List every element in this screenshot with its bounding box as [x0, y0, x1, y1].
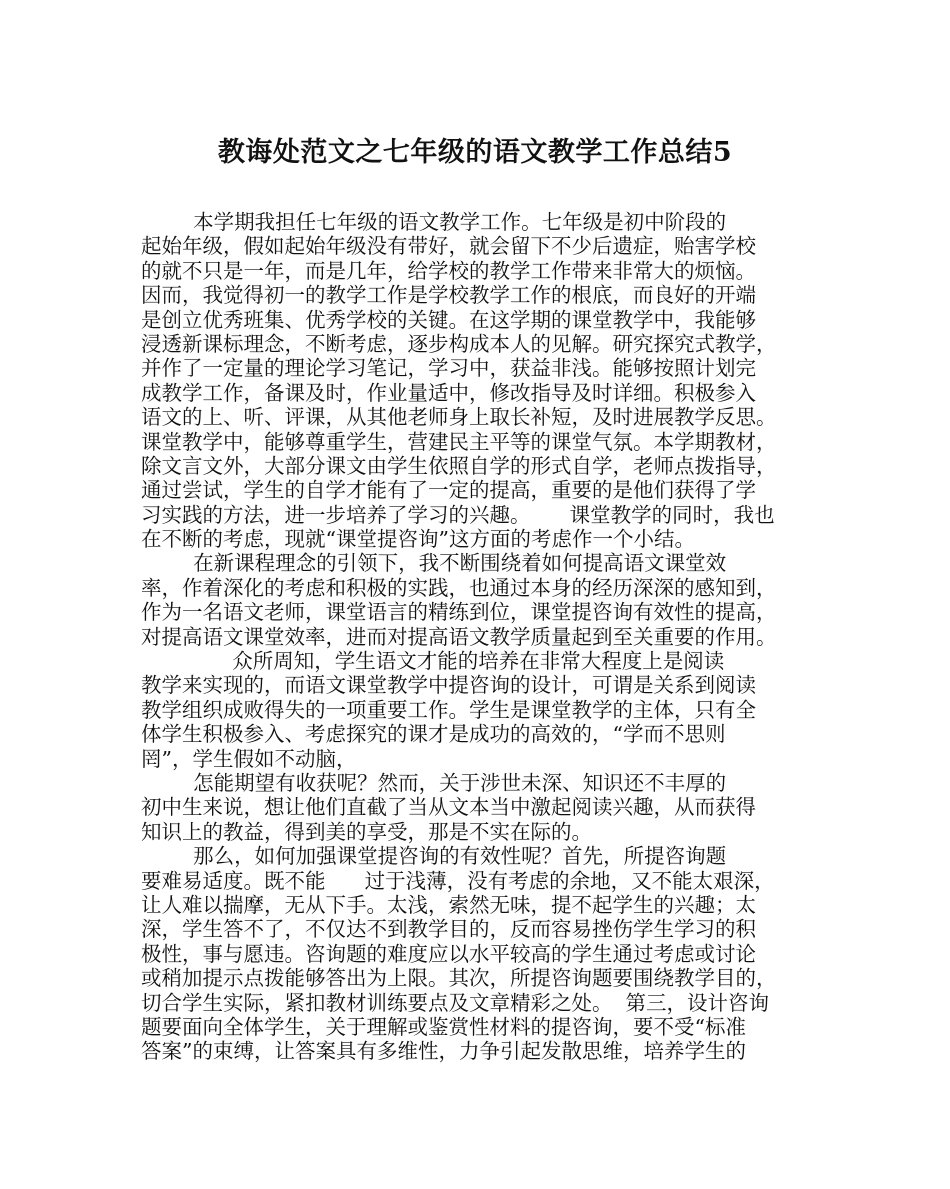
- text-line: 是创立优秀班集、优秀学校的关键。在这学期的课堂教学中，我能够: [141, 307, 756, 332]
- text-line: 作为一名语文老师，课堂语言的精练到位，课堂提咨询有效性的提高，: [141, 600, 777, 625]
- text-line: 因而，我觉得初一的教学工作是学校教学工作的根底，而良好的开端: [141, 283, 756, 308]
- text-line: 教学来实现的，而语文课堂教学中提咨询的设计，可谓是关系到阅读: [141, 673, 756, 698]
- text-line: 初中生来说，想让他们直截了当从文本当中激起阅读兴趣，从而获得: [141, 795, 756, 820]
- text-line: 率，作着深化的考虑和积极的实践，也通过本身的经历深深的感知到，: [141, 575, 777, 600]
- text-line: 或稍加提示点拨能够答出为上限。其次，所提咨询题要围绕教学目的，: [141, 966, 777, 991]
- text-line: 怎能期望有收获呢？然而，关于涉世未深、知识还不丰厚的: [141, 770, 727, 795]
- text-line: 除文言文外，大部分课文由学生依照自学的形式自学，老师点拨指导，: [141, 453, 777, 478]
- document-body: [141, 210, 821, 1064]
- text-line: 极性，事与愿违。咨询题的难度应以水平较高的学生通过考虑或讨论: [141, 941, 756, 966]
- text-line: 对提高语文课堂效率，进而对提高语文教学质量起到至关重要的作用。: [141, 624, 777, 649]
- text-line: 教学组织成败得失的一项重要工作。学生是课堂教学的主体，只有全: [141, 697, 756, 722]
- text-line: 罔”，学生假如不动脑，: [141, 746, 357, 771]
- text-line: 众所周知，学生语文才能的培养在非常大程度上是阅读: [141, 649, 725, 674]
- text-line: 课堂教学中，能够尊重学生，营建民主平等的课堂气氛。本学期教材，: [141, 429, 777, 454]
- text-line: 知识上的教益，得到美的享受，那是不实在际的。: [141, 819, 592, 844]
- text-line: 语文的上、听、评课，从其他老师身上取长补短，及时进展教学反思。: [141, 405, 777, 430]
- text-line: 通过尝试，学生的自学才能有了一定的提高，重要的是他们获得了学: [141, 478, 756, 503]
- text-line: 题要面向全体学生，关于理解或鉴赏性材料的提咨询，要不受“标准: [141, 1014, 746, 1039]
- document-title: 教诲处范文之七年级的语文教学工作总结5: [217, 137, 733, 168]
- text-line: 浸透新课标理念，不断考虑，逐步构成本人的见解。研究探究式教学，: [141, 331, 777, 356]
- text-line: 深，学生答不了，不仅达不到教学目的，反而容易挫伤学生学习的积: [141, 917, 756, 942]
- text-line: 答案”的束缚，让答案具有多维性，力争引起发散思维，培养学生的: [141, 1039, 746, 1064]
- text-line: 在不断的考虑，现就“课堂提咨询”这方面的考虑作一个小结。: [141, 527, 695, 552]
- text-line: 体学生积极参入、考虑探究的课才是成功的高效的，“学而不思则: [141, 722, 726, 747]
- text-line: 让人难以揣摩，无从下手。太浅，索然无味，提不起学生的兴趣；太: [141, 892, 756, 917]
- text-line: 那么，如何加强课堂提咨询的有效性呢？首先，所提咨询题: [141, 844, 727, 869]
- text-line: 并作了一定量的理论学习笔记，学习中，获益非浅。能够按照计划完: [141, 356, 756, 381]
- text-line: 在新课程理念的引领下，我不断围绕着如何提高语文课堂效: [141, 551, 727, 576]
- text-line: 的就不只是一年，而是几年，给学校的教学工作带来非常大的烦恼。: [141, 258, 756, 283]
- text-line: 习实践的方法，进一步培养了学习的兴趣。 课堂教学的同时，我也: [141, 502, 775, 527]
- text-line: 成教学工作，备课及时，作业量适中，修改指导及时详细。积极参入: [141, 380, 756, 405]
- text-line: 切合学生实际，紧扣教材训练要点及文章精彩之处。 第三，设计咨询: [141, 990, 770, 1015]
- text-line: 起始年级，假如起始年级没有带好，就会留下不少后遗症，贻害学校: [141, 234, 756, 259]
- text-line: 本学期我担任七年级的语文教学工作。七年级是初中阶段的: [141, 210, 727, 234]
- text-line: 要难易适度。既不能 过于浅薄，没有考虑的余地，又不能太艰深，: [141, 868, 775, 893]
